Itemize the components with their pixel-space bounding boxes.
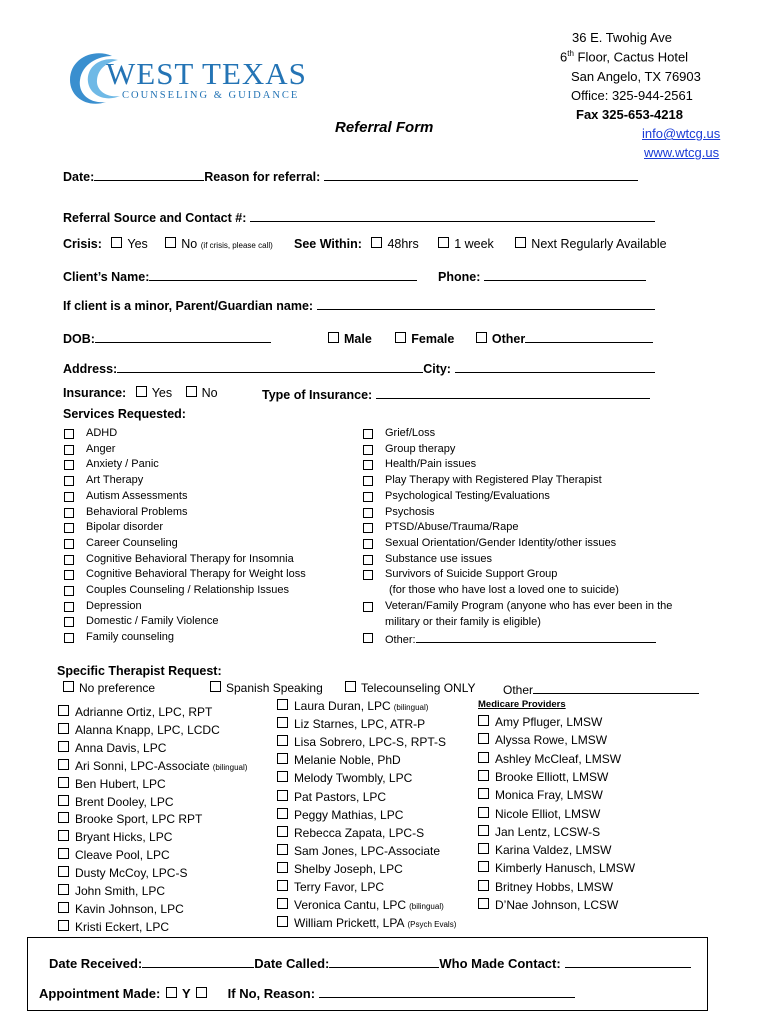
- female-checkbox[interactable]: [395, 332, 406, 343]
- therapist-checkbox[interactable]: [277, 790, 288, 801]
- therapist-john-smith-lpc[interactable]: [58, 884, 165, 898]
- therapist-name: Rebecca Zapata, LPC-S: [294, 825, 425, 840]
- service-checkbox[interactable]: [64, 445, 74, 455]
- therapist-checkbox[interactable]: [277, 735, 288, 746]
- reason-field[interactable]: [324, 168, 638, 181]
- therapist-checkbox[interactable]: [58, 902, 69, 913]
- email-link[interactable]: info@wtcg.us: [642, 126, 721, 141]
- therapist-checkbox[interactable]: [478, 733, 489, 744]
- therapist-checkbox[interactable]: [478, 770, 489, 781]
- spanish-checkbox[interactable]: [210, 681, 221, 692]
- appointment-yes-checkbox[interactable]: [166, 987, 177, 998]
- logo-name: WEST TEXAS: [106, 56, 307, 91]
- therapist-col2: [277, 699, 477, 933]
- service-label: Bipolar disorder: [86, 521, 164, 534]
- service-veteran-checkbox[interactable]: [363, 602, 373, 612]
- therapist-name: Liz Starnes, LPC, ATR-P: [294, 717, 426, 732]
- therapist-checkbox[interactable]: [58, 795, 69, 806]
- other-therapist-field[interactable]: [533, 681, 699, 694]
- therapist-checkbox[interactable]: [58, 812, 69, 823]
- address-floor: 6th Floor, Cactus Hotel: [560, 49, 689, 65]
- client-name-field[interactable]: [149, 268, 417, 281]
- therapist-peggy-mathias-lpc[interactable]: [277, 808, 403, 822]
- service-label: Health/Pain issues: [385, 458, 477, 471]
- therapist-brooke-sport-lpc-rpt[interactable]: [58, 812, 202, 826]
- therapist-checkbox[interactable]: [58, 884, 69, 895]
- date-received-row: Date Received: Date Called: Who Made Contact:: [49, 955, 691, 971]
- therapist-brooke-elliott-lmsw[interactable]: [478, 770, 608, 784]
- service-other-field[interactable]: [416, 631, 656, 643]
- therapist-kristi-eckert-lpc[interactable]: [58, 920, 169, 934]
- therapist-checkbox[interactable]: [277, 898, 288, 909]
- therapist-checkbox[interactable]: [478, 843, 489, 854]
- therapist-karina-valdez-lmsw[interactable]: [478, 843, 612, 857]
- therapist-name: Melanie Noble, PhD: [294, 753, 401, 768]
- therapist-name: Dusty McCoy, LPC-S: [75, 866, 188, 881]
- service-label: Family counseling: [86, 631, 175, 644]
- therapist-checkbox[interactable]: [277, 844, 288, 855]
- therapist-checkbox[interactable]: [58, 777, 69, 788]
- no-preference-checkbox[interactable]: [63, 681, 74, 692]
- service-checkbox[interactable]: [64, 508, 74, 518]
- therapist-name: Nicole Elliot, LMSW: [495, 806, 601, 821]
- therapist-name: Amy Pfluger, LMSW: [495, 715, 603, 729]
- other-therapist-option: Other: [503, 681, 699, 697]
- service-label: Anxiety / Panic: [86, 458, 159, 471]
- therapist-melanie-noble-phd[interactable]: [277, 753, 401, 767]
- therapist-checkbox[interactable]: [58, 705, 69, 716]
- insurance-type-field[interactable]: [376, 386, 650, 399]
- referral-source-field[interactable]: [250, 209, 655, 222]
- therapist-name: Melody Twombly, LPC: [294, 771, 413, 786]
- service-checkbox[interactable]: [363, 445, 373, 455]
- guardian-row: If client is a minor, Parent/Guardian name:: [63, 297, 655, 313]
- service-right-sub: (for those who have lost a loved one to suicide): [389, 584, 619, 596]
- therapist-terry-favor-lpc[interactable]: [277, 880, 384, 894]
- therapist-name: Kavin Johnson, LPC: [75, 901, 184, 916]
- service-label: Couples Counseling / Relationship Issues: [86, 584, 290, 596]
- therapist-checkbox[interactable]: [478, 807, 489, 818]
- see-next-checkbox[interactable]: [515, 237, 526, 248]
- therapist-checkbox[interactable]: [277, 826, 288, 837]
- service-label: Anger: [86, 442, 116, 455]
- see-1week-checkbox[interactable]: [438, 237, 449, 248]
- therapist-note: (Psych Evals): [407, 920, 457, 930]
- address-street: 36 E. Twohig Ave: [572, 30, 672, 45]
- therapist-monica-fray-lmsw[interactable]: [478, 788, 603, 802]
- service-label: ADHD: [86, 427, 118, 439]
- therapist-name: Brent Dooley, LPC: [75, 794, 174, 809]
- source-row: Referral Source and Contact #:: [63, 209, 655, 225]
- service-label: Cognitive Behavioral Therapy for Weight loss: [86, 568, 306, 581]
- service-checkbox[interactable]: [363, 539, 373, 549]
- therapist-britney-hobbs-lmsw[interactable]: [478, 880, 613, 894]
- services-left-list: [64, 427, 364, 647]
- therapist-liz-starnes-lpc-atr-p[interactable]: [277, 717, 425, 731]
- therapist-name: Jan Lentz, LCSW-S: [495, 824, 601, 839]
- therapist-name: Ben Hubert, LPC: [75, 776, 166, 791]
- date-called-field[interactable]: [329, 955, 439, 968]
- therapist-anna-davis-lpc[interactable]: [58, 741, 166, 755]
- service-checkbox[interactable]: [64, 539, 74, 549]
- therapist-checkbox[interactable]: [478, 880, 489, 891]
- address-row: Address: City:: [63, 360, 655, 376]
- male-checkbox[interactable]: [328, 332, 339, 343]
- if-no-reason-field[interactable]: [319, 985, 575, 998]
- therapist-alanna-knapp-lpc-lcdc[interactable]: [58, 723, 220, 737]
- therapist-name: Britney Hobbs, LMSW: [495, 879, 614, 894]
- service-checkbox[interactable]: [64, 586, 74, 596]
- client-name-row: Client’s Name:: [63, 268, 417, 284]
- therapist-sam-jones-lpc-associate[interactable]: [277, 844, 440, 858]
- therapist-name: Pat Pastors, LPC: [294, 789, 387, 804]
- service-checkbox[interactable]: [363, 555, 373, 565]
- service-label: Behavioral Problems: [86, 505, 188, 518]
- therapist-name: Laura Duran, LPC: [294, 699, 391, 713]
- address-office: Office: 325-944-2561: [571, 88, 693, 103]
- therapist-rebecca-zapata-lpc-s[interactable]: [277, 826, 424, 840]
- therapist-checkbox[interactable]: [58, 848, 69, 859]
- therapist-ashley-mccleaf-lmsw[interactable]: [478, 752, 621, 766]
- therapist-adrianne-ortiz-lpc-rpt[interactable]: [58, 705, 212, 719]
- insurance-no-checkbox[interactable]: [186, 386, 197, 397]
- therapist-name: Kimberly Hanusch, LMSW: [495, 861, 636, 876]
- other-gender-checkbox[interactable]: [476, 332, 487, 343]
- dob-field[interactable]: [95, 330, 271, 343]
- service-label: Group therapy: [385, 442, 456, 455]
- therapist-name: Alanna Knapp, LPC, LCDC: [75, 722, 220, 737]
- service-label: Substance use issues: [385, 552, 493, 565]
- medicare-heading: Medicare Providers: [478, 699, 566, 710]
- therapist-name: Shelby Joseph, LPC: [294, 861, 403, 876]
- service-checkbox[interactable]: [64, 460, 74, 470]
- therapist-checkbox[interactable]: [58, 723, 69, 734]
- service-checkbox[interactable]: [64, 602, 74, 612]
- date-received-field[interactable]: [142, 955, 254, 968]
- crisis-yes-checkbox[interactable]: [111, 237, 122, 248]
- city-field[interactable]: [455, 360, 655, 373]
- tele-option: Telecounseling ONLY: [345, 681, 476, 695]
- service-checkbox[interactable]: [363, 429, 373, 439]
- spanish-option: Spanish Speaking: [210, 681, 323, 695]
- service-label: Psychosis: [385, 505, 435, 518]
- therapist-checkbox[interactable]: [58, 741, 69, 752]
- therapist-nicole-elliot-lmsw[interactable]: [478, 807, 600, 821]
- services-heading: Services Requested:: [63, 407, 186, 421]
- service-other-checkbox[interactable]: [363, 633, 373, 643]
- service-checkbox[interactable]: [64, 617, 74, 627]
- service-label: PTSD/Abuse/Trauma/Rape: [385, 521, 519, 534]
- insurance-yes-checkbox[interactable]: [136, 386, 147, 397]
- guardian-field[interactable]: [317, 297, 655, 310]
- service-label: Depression: [86, 599, 142, 612]
- other-gender-field[interactable]: [525, 330, 653, 343]
- service-checkbox[interactable]: [363, 460, 373, 470]
- service-veteran-sub: military or their family is eligible): [385, 616, 541, 628]
- therapist-name: Kristi Eckert, LPC: [75, 919, 170, 934]
- office-use-box: [27, 937, 708, 1011]
- service-checkbox[interactable]: [64, 633, 74, 643]
- service-checkbox[interactable]: [363, 523, 373, 533]
- therapist-checkbox[interactable]: [478, 861, 489, 872]
- therapist-checkbox[interactable]: [277, 862, 288, 873]
- therapist-name: Veronica Cantu, LPC: [294, 898, 407, 913]
- crisis-no-checkbox[interactable]: [165, 237, 176, 248]
- service-label: Autism Assessments: [86, 489, 188, 502]
- service-label: Career Counseling: [86, 536, 178, 549]
- appointment-row: Appointment Made: Y If No, Reason:: [39, 985, 575, 1001]
- phone-field[interactable]: [484, 268, 646, 281]
- therapist-checkbox[interactable]: [478, 788, 489, 799]
- service-checkbox[interactable]: [64, 570, 74, 580]
- therapist-name: D’Nae Johnson, LCSW: [495, 898, 619, 912]
- therapist-checkbox[interactable]: [478, 898, 489, 909]
- service-label: Survivors of Suicide Support Group: [385, 568, 558, 581]
- therapist-checkbox[interactable]: [277, 699, 288, 710]
- therapist-kavin-johnson-lpc[interactable]: [58, 902, 184, 916]
- service-checkbox[interactable]: [64, 523, 74, 533]
- therapist-col1: [58, 705, 278, 935]
- therapist-checkbox[interactable]: [277, 771, 288, 782]
- therapist-checkbox[interactable]: [277, 808, 288, 819]
- therapist-checkbox[interactable]: [277, 753, 288, 764]
- therapist-checkbox[interactable]: [58, 920, 69, 931]
- therapist-alyssa-rowe-lmsw[interactable]: [478, 733, 607, 747]
- therapist-name: Karina Valdez, LMSW: [495, 843, 612, 858]
- crisis-row: Crisis: Yes No (if crisis, please call): [63, 237, 273, 251]
- therapist-brent-dooley-lpc[interactable]: [58, 795, 174, 809]
- therapist-name: Ashley McCleaf, LMSW: [495, 751, 622, 766]
- service-checkbox[interactable]: [363, 508, 373, 518]
- therapist-name: Adrianne Ortiz, LPC, RPT: [75, 705, 213, 719]
- therapist-dusty-mccoy-lpc-s[interactable]: [58, 866, 187, 880]
- see-48hrs-checkbox[interactable]: [371, 237, 382, 248]
- therapist-checkbox[interactable]: [478, 752, 489, 763]
- website-link[interactable]: www.wtcg.us: [644, 145, 720, 160]
- therapist-name: Ari Sonni, LPC-Associate: [75, 758, 210, 773]
- therapist-jan-lentz-lcsw-s[interactable]: [478, 825, 600, 839]
- service-label: Cognitive Behavioral Therapy for Insomnia: [86, 552, 294, 565]
- therapist-name: Terry Favor, LPC: [294, 880, 385, 894]
- service-checkbox[interactable]: [64, 476, 74, 486]
- services-right-list: [363, 427, 723, 647]
- address-city: San Angelo, TX 76903: [571, 69, 701, 84]
- service-checkbox[interactable]: [64, 429, 74, 439]
- therapist-name: Monica Fray, LMSW: [495, 788, 603, 803]
- therapist-name: Peggy Mathias, LPC: [294, 807, 404, 822]
- therapist-ari-sonni-lpc-associate[interactable]: [58, 759, 247, 773]
- therapist-name: Bryant Hicks, LPC: [75, 830, 173, 845]
- therapist-name: Lisa Sobrero, LPC-S, RPT-S: [294, 735, 447, 750]
- service-label: Grief/Loss: [385, 427, 436, 439]
- therapist-shelby-joseph-lpc[interactable]: [277, 862, 403, 876]
- therapist-name: William Prickett, LPA: [294, 916, 405, 931]
- page-title: Referral Form: [335, 119, 434, 136]
- therapist-laura-duran-lpc[interactable]: [277, 699, 428, 713]
- appointment-no-checkbox[interactable]: [196, 987, 207, 998]
- therapist-lisa-sobrero-lpc-s-rpt-s[interactable]: [277, 735, 446, 749]
- therapist-veronica-cantu-lpc[interactable]: [277, 898, 444, 912]
- insurance-type-row: Type of Insurance:: [262, 386, 650, 402]
- logo-subtitle: COUNSELING & GUIDANCE: [122, 90, 300, 101]
- therapist-ben-hubert-lpc[interactable]: [58, 777, 166, 791]
- therapist-bryant-hicks-lpc[interactable]: [58, 830, 172, 844]
- therapist-william-prickett-lpa[interactable]: [277, 916, 456, 930]
- therapist-kimberly-hanusch-lmsw[interactable]: [478, 861, 635, 875]
- address-field[interactable]: [117, 360, 423, 373]
- therapist-checkbox[interactable]: [277, 717, 288, 728]
- therapist-checkbox[interactable]: [58, 866, 69, 877]
- service-checkbox[interactable]: [363, 570, 373, 580]
- therapist-checkbox[interactable]: [58, 830, 69, 841]
- therapist-cleave-pool-lpc[interactable]: [58, 848, 170, 862]
- therapist-col3: [478, 715, 678, 920]
- therapist-checkbox[interactable]: [58, 759, 69, 770]
- service-label: Art Therapy: [86, 474, 144, 487]
- service-checkbox[interactable]: [64, 555, 74, 565]
- who-contact-field[interactable]: [565, 955, 691, 968]
- insurance-row: Insurance: Yes No: [63, 386, 218, 400]
- therapist-amy-pfluger-lmsw[interactable]: [478, 715, 602, 729]
- therapist-name: Cleave Pool, LPC: [75, 848, 170, 863]
- service-label: Psychological Testing/Evaluations: [385, 489, 550, 502]
- address-fax: Fax 325-653-4218: [576, 107, 683, 122]
- therapist-checkbox[interactable]: [478, 715, 489, 726]
- therapist-checkbox[interactable]: [277, 916, 288, 927]
- phone-row: Phone:: [438, 268, 646, 284]
- service-checkbox[interactable]: [363, 492, 373, 502]
- service-label: Play Therapy with Registered Play Therapist: [385, 474, 602, 487]
- service-checkbox[interactable]: [363, 476, 373, 486]
- therapist-options-row: No preference: [63, 681, 155, 695]
- therapist-checkbox[interactable]: [478, 825, 489, 836]
- date-field[interactable]: [94, 168, 204, 181]
- dob-row: DOB:: [63, 330, 271, 346]
- therapist-name: John Smith, LPC: [75, 884, 166, 898]
- date-row: Date: Reason for referral:: [63, 168, 638, 184]
- therapist-heading: Specific Therapist Request:: [57, 664, 222, 678]
- therapist-name: Anna Davis, LPC: [75, 740, 167, 755]
- service-checkbox[interactable]: [64, 492, 74, 502]
- therapist-note: (bilingual): [212, 762, 248, 772]
- therapist-note: (bilingual): [409, 902, 444, 912]
- therapist-name: Brooke Sport, LPC RPT: [75, 812, 203, 827]
- service-label: Domestic / Family Violence: [86, 615, 219, 628]
- therapist-name: Alyssa Rowe, LMSW: [495, 733, 608, 748]
- therapist-note: (bilingual): [393, 703, 429, 712]
- telecounseling-checkbox[interactable]: [345, 681, 356, 692]
- therapist-checkbox[interactable]: [277, 880, 288, 891]
- therapist-name: Brooke Elliott, LMSW: [495, 769, 609, 784]
- therapist-d-nae-johnson-lcsw[interactable]: [478, 898, 618, 912]
- therapist-pat-pastors-lpc[interactable]: [277, 790, 386, 804]
- gender-row: Male Female Other: [328, 330, 653, 346]
- service-label: Sexual Orientation/Gender Identity/other issues: [385, 536, 617, 549]
- logo: [66, 50, 316, 110]
- therapist-name: Sam Jones, LPC-Associate: [294, 843, 441, 858]
- see-within-row: See Within: 48hrs 1 week Next Regularly Available: [294, 237, 667, 251]
- therapist-melody-twombly-lpc[interactable]: [277, 771, 412, 785]
